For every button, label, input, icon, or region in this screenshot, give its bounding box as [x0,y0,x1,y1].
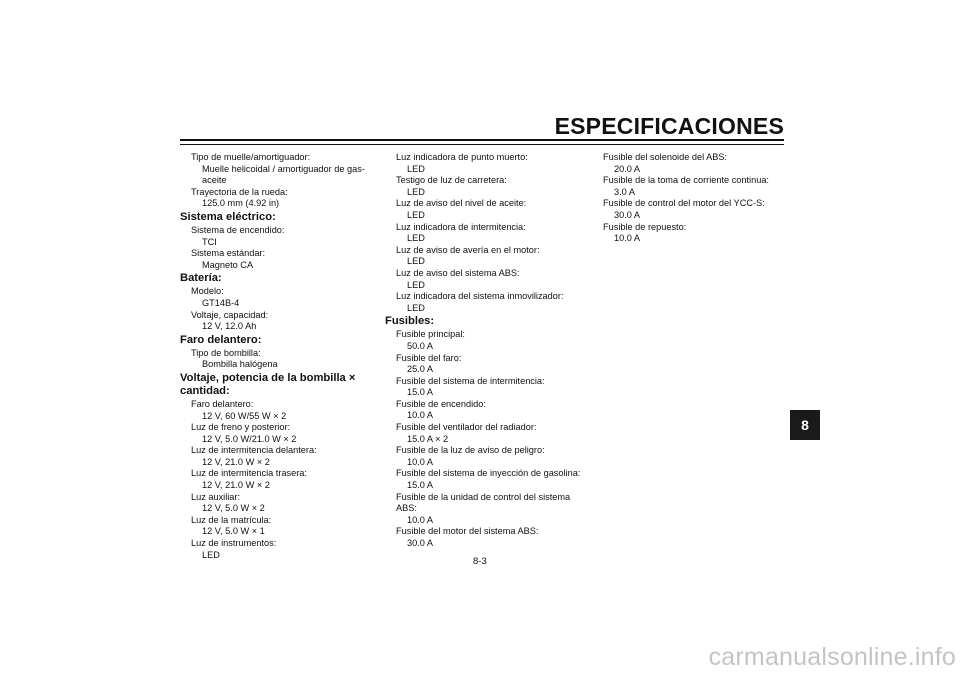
spec-value: LED [407,186,425,197]
section-heading: Batería: [180,272,222,285]
spec-label: Fusible de la unidad de control del sistema ABS: [396,491,571,514]
spec-value: aceite [202,175,227,186]
spec-value: 10.0 A [614,233,641,244]
spec-label: Testigo de luz de carretera: [396,175,507,186]
spec-value: 125.0 mm (4.92 in) [202,198,280,209]
spec-value: LED [407,256,425,267]
spec-value: 12 V, 5.0 W/21.0 W × 2 [202,433,297,444]
spec-label: Luz auxiliar: [191,491,241,502]
spec-value: 10.0 A [407,456,434,467]
spec-value: 15.0 A [407,387,434,398]
spec-label: Sistema estándar: [191,248,266,259]
spec-label: Luz de aviso de avería en el motor: [396,244,540,255]
title-rule-thin [180,144,784,145]
spec-label: Fusible del ventilador del radiador: [396,422,537,433]
spec-label: Trayectoria de la rueda: [191,186,288,197]
spec-value: 50.0 A [407,340,434,351]
spec-label: Luz indicadora de intermitencia: [396,221,526,232]
section-heading: Fusibles: [385,315,435,328]
section-heading: Sistema eléctrico: [180,210,276,223]
spec-label: Fusible de repuesto: [603,221,687,232]
section-heading: Voltaje, potencia de la bombilla × cantidad: [180,371,356,397]
spec-label: Modelo: [191,286,224,297]
footer-watermark[interactable]: carmanualsonline.info [708,643,956,671]
spec-value: 30.0 A [407,538,434,548]
spec-label: Luz de aviso del nivel de aceite: [396,198,527,209]
spec-label: Fusible principal: [396,329,465,340]
spec-value: 12 V, 5.0 W × 1 [202,526,265,537]
spec-value: 12 V, 21.0 W × 2 [202,480,270,491]
spec-value: 12 V, 5.0 W × 2 [202,503,265,514]
spec-value: 15.0 A × 2 [407,433,449,444]
spec-label: Fusible del faro: [396,352,462,363]
spec-label: Tipo de muelle/amortiguador: [191,152,311,162]
spec-label: Fusible del sistema de inyección de gasolina: [396,468,581,479]
spec-label: Fusible de encendido: [396,398,486,409]
spec-label: Faro delantero: [191,398,254,409]
spec-value: LED [407,279,425,290]
spec-value: LED [202,549,220,560]
spec-value: 25.0 A [407,364,434,375]
spec-value: 3.0 A [614,186,635,197]
spec-label: Fusible del motor del sistema ABS: [396,526,539,537]
spec-label: Luz de la matrícula: [191,514,272,525]
spec-label: Luz de freno y posterior: [191,422,291,433]
spec-value: 10.0 A [407,410,434,421]
spec-value: 12 V, 60 W/55 W × 2 [202,410,287,421]
spec-value: LED [407,209,425,220]
spec-value: 15.0 A [407,480,434,491]
spec-column-1 [180,152,376,561]
spec-value: 30.0 A [614,209,641,220]
spec-label: Sistema de encendido: [191,224,285,235]
spec-value: LED [407,163,425,174]
spec-label: Luz indicadora del sistema inmovilizador: [396,291,564,302]
spec-value: 20.0 A [614,163,641,174]
spec-value: GT14B-4 [202,297,240,308]
chapter-tab[interactable]: 8 [790,410,820,440]
spec-label: Voltaje, capacidad: [191,309,269,320]
title-rule-thick [180,139,784,141]
spec-value: LED [407,233,425,244]
spec-value: Magneto CA [202,259,254,270]
spec-label: Fusible del sistema de intermitencia: [396,375,545,386]
spec-label: Luz de intermitencia delantera: [191,445,317,456]
spec-value: Bombilla halógena [202,359,278,370]
page-title: ESPECIFICACIONES [554,113,784,139]
spec-value: 12 V, 21.0 W × 2 [202,456,270,467]
spec-column-2 [385,152,581,550]
spec-value: TCI [202,236,217,247]
spec-value: Muelle helicoidal / amortiguador de gas- [202,163,365,174]
spec-label: Tipo de bombilla: [191,347,261,358]
spec-label: Fusible de la luz de aviso de peligro: [396,445,545,456]
section-heading: Faro delantero: [180,333,262,346]
spec-value: LED [407,302,425,313]
spec-label: Luz de instrumentos: [191,538,277,549]
spec-column-3 [592,152,788,245]
spec-label: Fusible del solenoide del ABS: [603,152,728,162]
page-number: 8-3 [473,556,487,567]
spec-label: Fusible de control del motor del YCC-S: [603,198,765,209]
spec-label: Luz de intermitencia trasera: [191,468,307,479]
spec-value: 10.0 A [407,514,434,525]
spec-label: Fusible de la toma de corriente continua: [603,175,769,186]
spec-label: Luz indicadora de punto muerto: [396,152,528,162]
spec-value: 12 V, 12.0 Ah [202,321,257,332]
spec-label: Luz de aviso del sistema ABS: [396,267,520,278]
